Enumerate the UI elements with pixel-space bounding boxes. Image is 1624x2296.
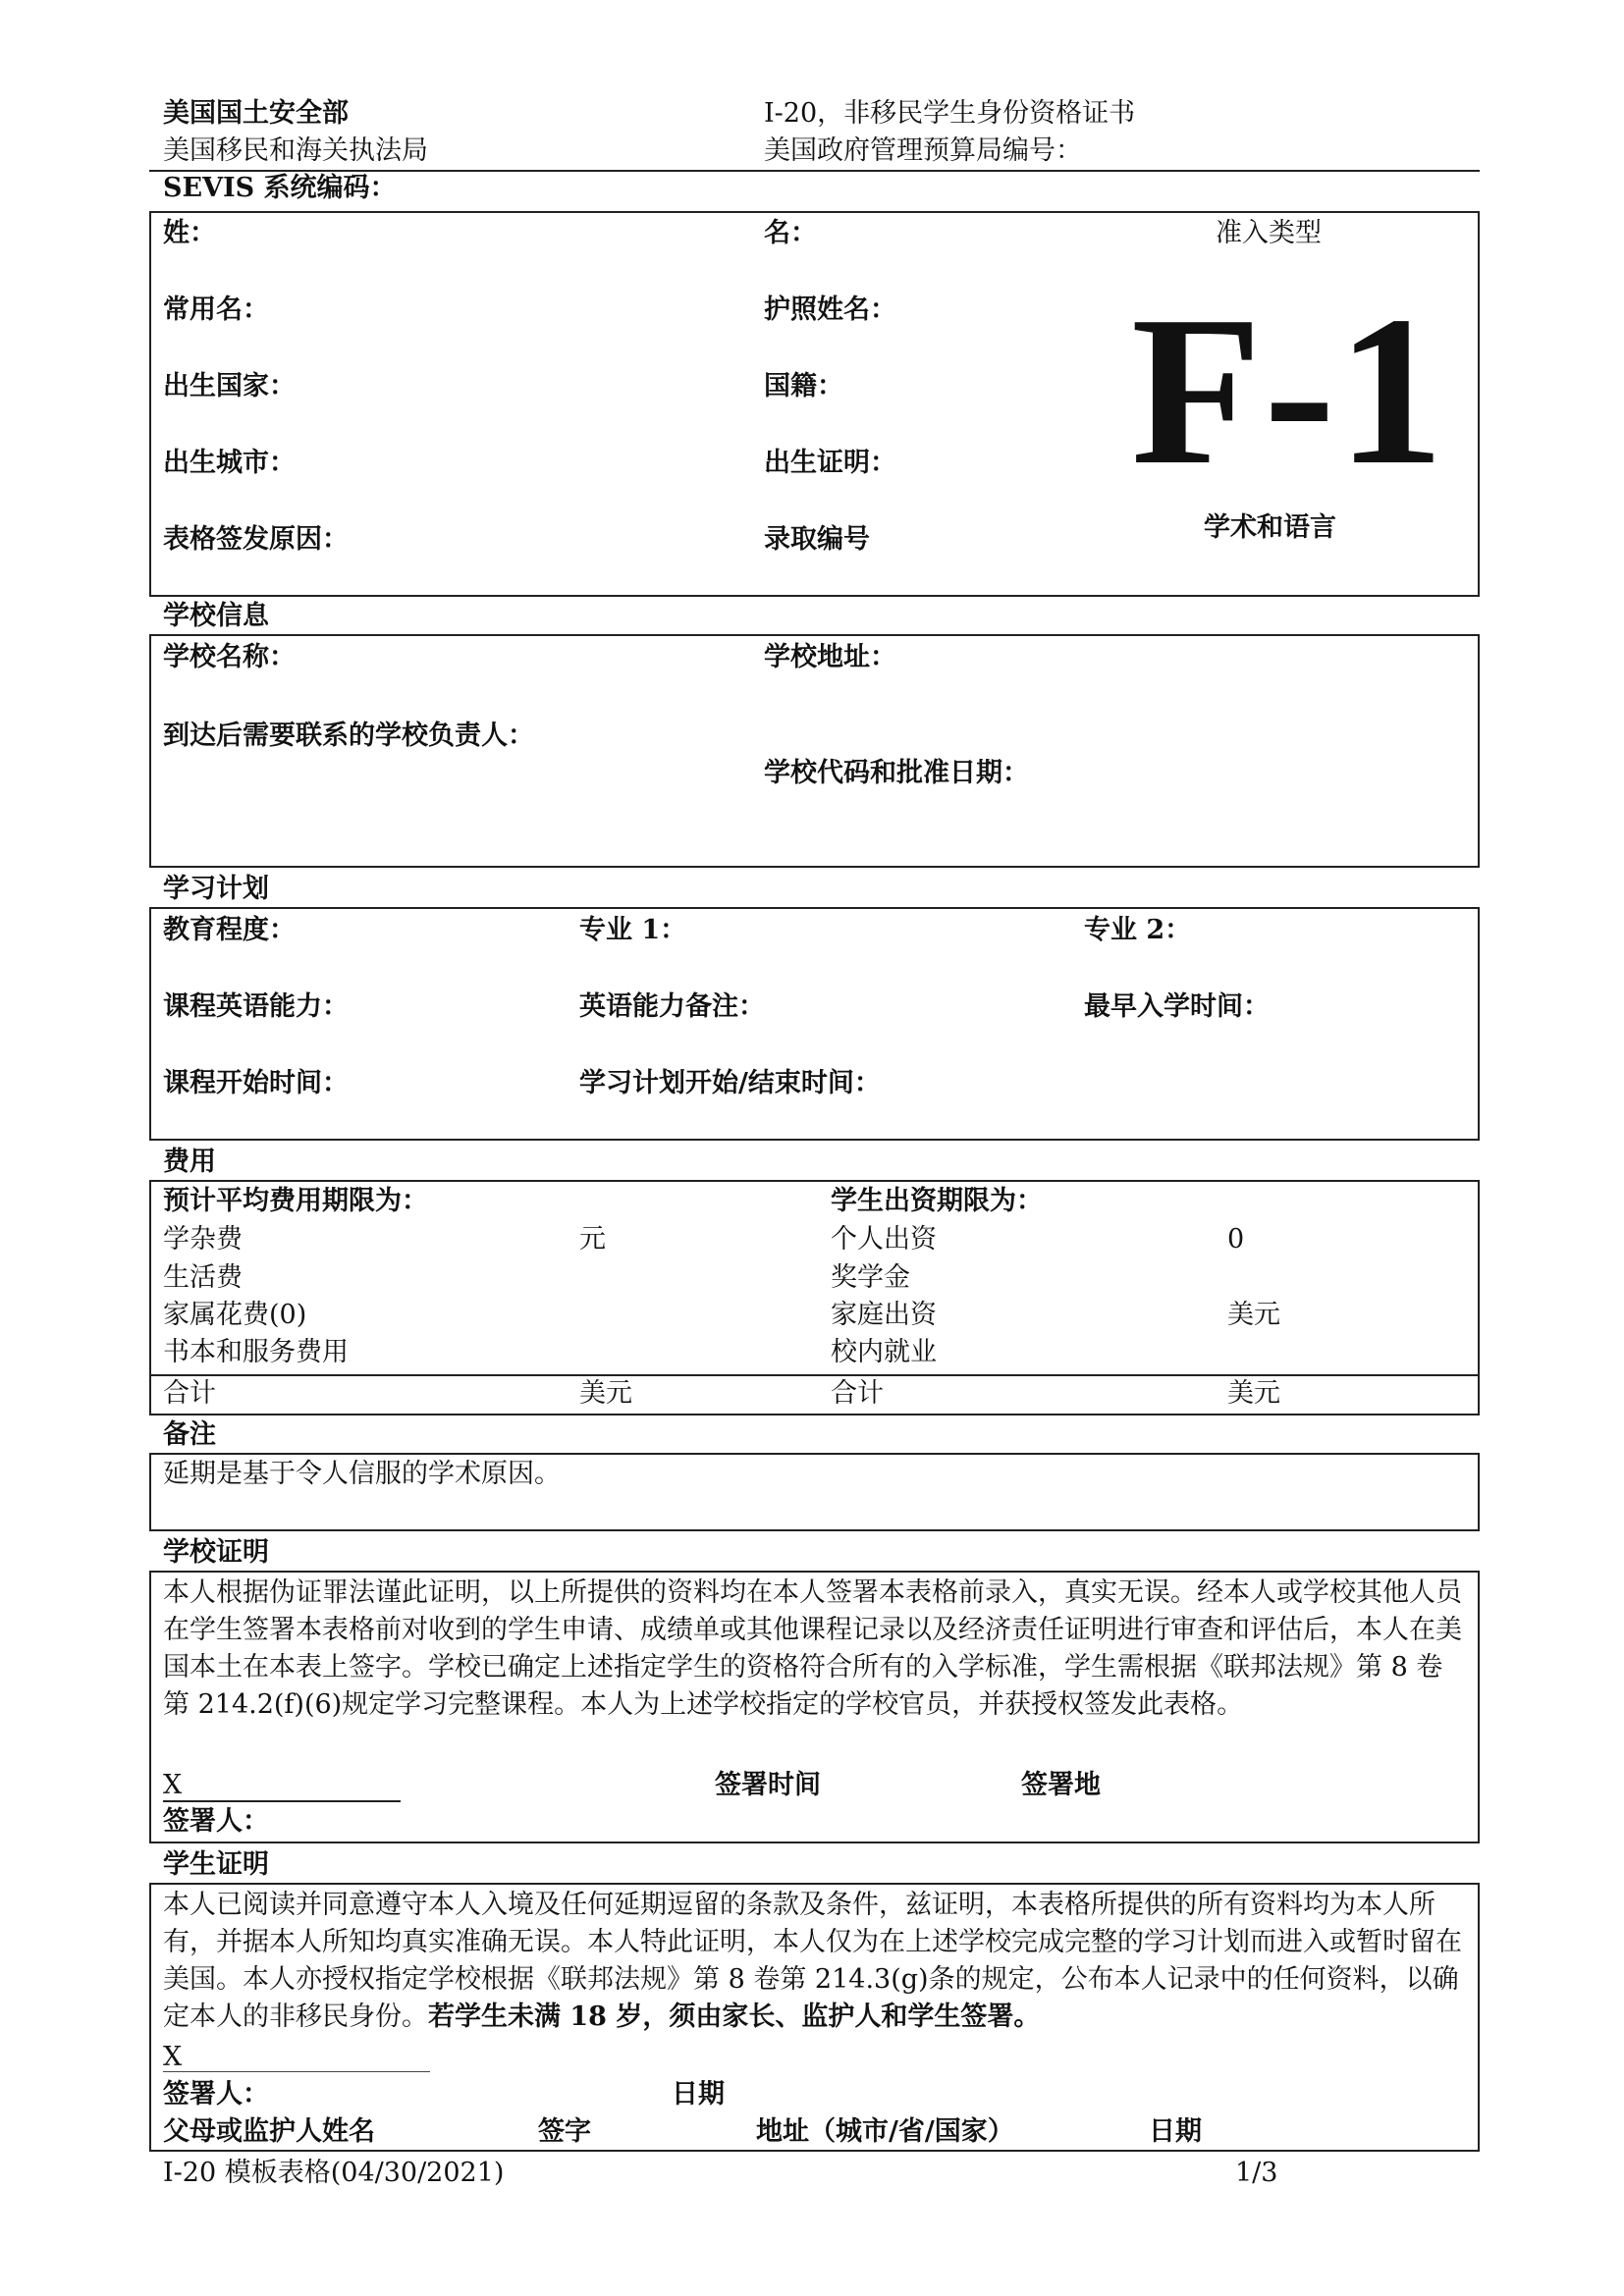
birth-country-label: 出生国家： [163, 371, 296, 401]
total-expenses-value: 美元 [579, 1378, 632, 1409]
omb-number: 美国政府管理预算局编号： [764, 135, 1082, 166]
total-expenses-label: 合计 [163, 1378, 216, 1409]
citizenship-label: 国籍： [764, 371, 843, 401]
school-sign-time-label: 签署时间 [715, 1770, 821, 1800]
expenses-header: 预计平均费用期限为： [163, 1186, 428, 1216]
given-name-label: 名： [764, 218, 817, 248]
english-note-label: 英语能力备注： [579, 991, 765, 1022]
family-funds-label: 家庭出资 [831, 1300, 937, 1330]
dept-name: 美国国土安全部 [163, 98, 349, 129]
sevis-label: SEVIS 系统编码： [163, 173, 397, 203]
remarks-text: 延期是基于令人信服的学术原因。 [163, 1459, 561, 1489]
financials-section-title: 费用 [163, 1147, 216, 1177]
school-name-label: 学校名称： [163, 642, 296, 672]
preferred-name-label: 常用名： [163, 294, 269, 325]
funding-header: 学生出资期限为： [831, 1186, 1043, 1216]
visa-class: F-1 [1131, 273, 1446, 509]
parent-name-label: 父母或监护人姓名 [163, 2116, 375, 2147]
birth-cert-label: 出生证明： [764, 448, 896, 478]
dependents-label: 家属花费(0) [163, 1300, 307, 1330]
footer-form-version: I-20 模板表格(04/30/2021) [163, 2158, 505, 2188]
school-signature-line[interactable] [163, 1800, 401, 1802]
program-start-label: 课程开始时间： [163, 1068, 349, 1098]
tuition-label: 学杂费 [163, 1224, 243, 1255]
form-title: I-20，非移民学生身份资格证书 [764, 98, 1136, 129]
passport-name-label: 护照姓名： [764, 294, 896, 325]
student-date-label: 日期 [672, 2079, 725, 2109]
issue-reason-label: 表格签发原因： [163, 524, 349, 555]
family-funds-value: 美元 [1227, 1300, 1280, 1330]
student-signer-label: 签署人： [163, 2079, 269, 2109]
agency-name: 美国移民和海关执法局 [163, 135, 428, 166]
scholarship-label: 奖学金 [831, 1262, 910, 1293]
student-attestation-minor-note: 若学生未满 18 岁，须由家长、监护人和学生签署。 [428, 2002, 1041, 2032]
books-label: 书本和服务费用 [163, 1337, 349, 1367]
personal-funds-label: 个人出资 [831, 1224, 937, 1255]
school-sign-place-label: 签署地 [1021, 1770, 1101, 1800]
school-code-label: 学校代码和批准日期： [764, 758, 1029, 788]
financials-total-divider [149, 1374, 1480, 1376]
school-section-title: 学校信息 [163, 601, 269, 631]
student-signature-x: X [163, 2042, 183, 2072]
student-signature-line[interactable] [163, 2071, 430, 2072]
tuition-value: 元 [579, 1224, 606, 1255]
earliest-admission-label: 最早入学时间： [1084, 991, 1270, 1022]
school-address-label: 学校地址： [764, 642, 896, 672]
total-funding-value: 美元 [1227, 1378, 1280, 1409]
on-campus-label: 校内就业 [831, 1337, 937, 1367]
school-attestation-title: 学校证明 [163, 1537, 269, 1568]
admission-number-label: 录取编号 [764, 524, 870, 555]
student-attestation-title: 学生证明 [163, 1849, 269, 1880]
school-attestation-text: 本人根据伪证罪法谨此证明，以上所提供的资料均在本人签署本表格前录入，真实无误。经本人或学校其他人员在学生签署本表格前对收到的学生申请、成绩单或其他课程记录以及经济责任证明进行审查和评估后，本人在美国本土在本表上签字。学校已确定上述指定学生的资格符合所有的入学标准，学生需根据《联邦法规》第 8 卷第 214.2(f)(6)规定学习完整课程。本人为上述学校指定的学校官员，并获授权签发此表格。 [163, 1577, 1462, 1720]
personal-funds-value: 0 [1227, 1224, 1245, 1255]
remarks-section-title: 备注 [163, 1419, 216, 1450]
admission-type-label: 准入类型 [1216, 218, 1322, 248]
visa-class-sub: 学术和语言 [1204, 512, 1336, 543]
parent-date-label: 日期 [1149, 2116, 1202, 2147]
total-funding-label: 合计 [831, 1378, 884, 1409]
major2-label: 专业 2： [1084, 915, 1192, 945]
header-divider [149, 170, 1480, 172]
program-box [149, 907, 1480, 1141]
english-proficiency-label: 课程英语能力： [163, 991, 349, 1022]
parent-signature-label: 签字 [538, 2116, 591, 2147]
program-dates-label: 学习计划开始/结束时间： [579, 1068, 881, 1098]
living-expenses-label: 生活费 [163, 1262, 243, 1293]
student-attestation-text [163, 1887, 1469, 2036]
school-signer-label: 签署人： [163, 1806, 269, 1837]
student-attestation-body: 本人已阅读并同意遵守本人入境及任何延期逗留的条款及条件，兹证明，本表格所提供的所有资料均为本人所有，并据本人所知均真实准确无误。本人特此证明，本人仅为在上述学校完成完整的学习计划而进入或暂时留在美国。本人亦授权指定学校根据《联邦法规》第 8 卷第 214.3(g)条的规定，公布本人记录中的任何资料，以确定本人的非移民身份。 [163, 1890, 1462, 2032]
school-contact-label: 到达后需要联系的学校负责人： [163, 721, 534, 751]
birth-city-label: 出生城市： [163, 448, 296, 478]
major1-label: 专业 1： [579, 915, 687, 945]
surname-label: 姓： [163, 218, 216, 248]
footer-page-number: 1/3 [1235, 2158, 1278, 2188]
program-section-title: 学习计划 [163, 874, 269, 904]
school-signature-x: X [163, 1770, 183, 1800]
education-level-label: 教育程度： [163, 915, 296, 945]
parent-address-label: 地址（城市/省/国家） [756, 2116, 1014, 2147]
